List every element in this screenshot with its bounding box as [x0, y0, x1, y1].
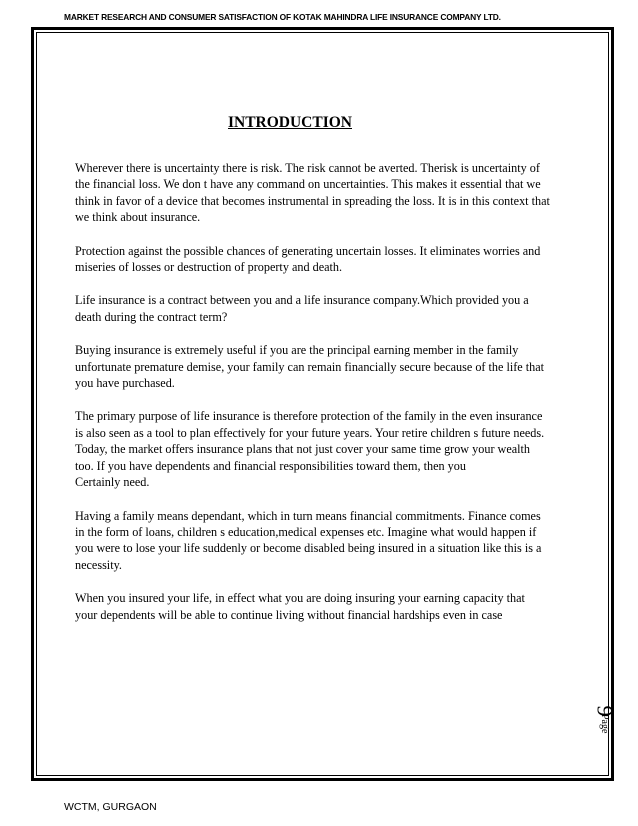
text-line: death during the contract term? — [75, 309, 228, 324]
text-line: you were to lose your life suddenly or become disabled being insured in a situation like this is a — [75, 541, 542, 556]
paragraph-2 — [75, 243, 575, 276]
page-title: INTRODUCTION — [227, 114, 352, 131]
text-line: is also seen as a tool to plan effectively for your future years. Your retire children s future needs. — [75, 425, 545, 440]
paragraph-1 — [75, 160, 575, 226]
text-line: When you insured your life, in effect what you are doing insuring your earning capacity that — [75, 591, 525, 606]
running-header: MARKET RESEARCH AND CONSUMER SATISFACTION OF KOTAK MAHINDRA LIFE INSURANCE COMPANY LTD. — [64, 12, 501, 22]
paragraph-4 — [75, 342, 575, 391]
text-line: think in favor of a device that becomes instrumental in spreading the loss. It is in this context that — [75, 193, 550, 208]
text-line: Protection against the possible chances of generating uncertain losses. It eliminates worries and — [75, 243, 541, 258]
text-line: unfortunate premature demise, your family can remain financially secure because of the life that — [75, 359, 545, 374]
text-line: The primary purpose of life insurance is therefore protection of the family in the even insurance — [75, 409, 543, 424]
page-number: 9 — [592, 705, 618, 717]
text-line: your dependents will be able to continue living without financial hardships even in case — [75, 607, 503, 622]
paragraph-6 — [75, 508, 575, 574]
text-line: Life insurance is a contract between you and a life insurance company.Which provided you a — [75, 293, 529, 308]
page-label: Page — [599, 714, 610, 734]
text-line: in the form of loans, children s education,medical expenses etc. Imagine what would happen if — [75, 524, 537, 539]
text-line: Certainly need. — [75, 475, 150, 490]
body-text — [75, 160, 575, 640]
text-line: we think about insurance. — [75, 210, 201, 225]
page-number-marker — [592, 700, 622, 755]
paragraph-3 — [75, 292, 575, 325]
paragraph-7 — [75, 590, 575, 623]
paragraph-5 — [75, 408, 575, 490]
text-line: Wherever there is uncertainty there is risk. The risk cannot be averted. Therisk is uncertainty of — [75, 161, 540, 175]
text-line: you have purchased. — [75, 376, 175, 391]
text-line: necessity. — [75, 557, 122, 572]
text-line: Having a family means dependant, which in turn means financial commitments. Finance comes — [75, 508, 541, 523]
text-line: Today, the market offers insurance plans that not just cover your same time grow your wealth — [75, 442, 531, 457]
footer-text: WCTM, GURGAON — [64, 801, 157, 813]
text-line: the financial loss. We don t have any command on uncertainties. This makes it essential that we — [75, 177, 541, 192]
text-line: too. If you have dependents and financial responsibilities toward them, then you — [75, 458, 466, 473]
text-line: miseries of losses or destruction of property and death. — [75, 260, 343, 275]
text-line: Buying insurance is extremely useful if you are the principal earning member in the family — [75, 343, 519, 358]
